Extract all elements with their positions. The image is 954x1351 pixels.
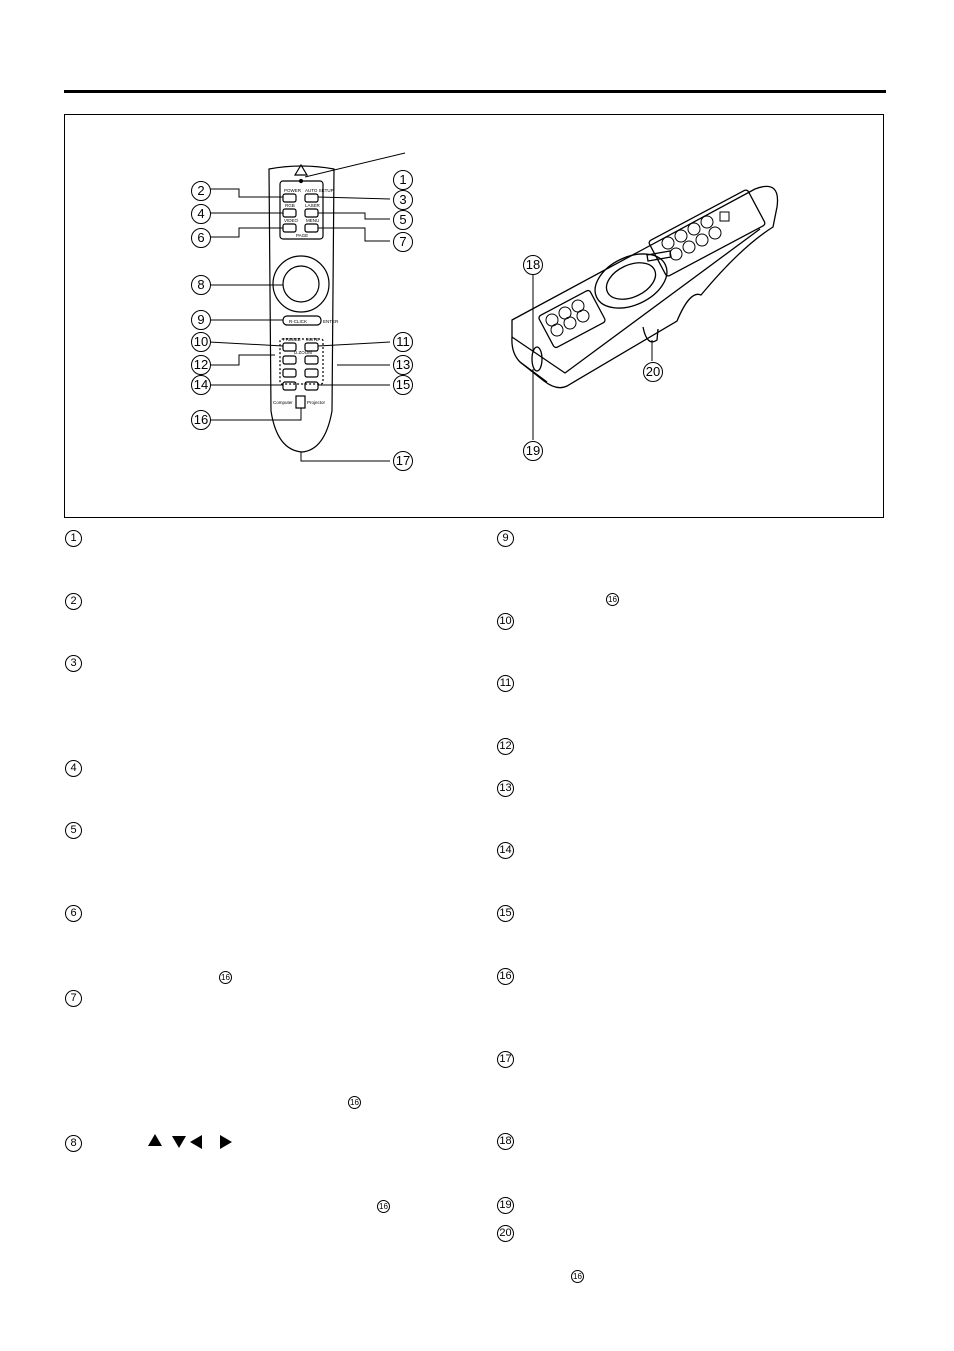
callout-9: 9 bbox=[191, 310, 211, 330]
remote-diagram bbox=[65, 115, 885, 519]
list-marker-9: 9 bbox=[497, 530, 514, 547]
list-marker-4: 4 bbox=[65, 760, 82, 777]
rgb-label: RGB bbox=[285, 203, 295, 208]
side-view-buttons bbox=[546, 212, 729, 336]
callout-8: 8 bbox=[191, 275, 211, 295]
inline-ref-16: 16 bbox=[571, 1270, 584, 1283]
power-label: POWER bbox=[284, 188, 302, 193]
list-marker-12: 12 bbox=[497, 738, 514, 755]
callout-4: 4 bbox=[191, 204, 211, 224]
callout-7: 7 bbox=[393, 232, 413, 252]
callout-5: 5 bbox=[393, 210, 413, 230]
callout-13: 13 bbox=[393, 355, 413, 375]
callout-1: 1 bbox=[393, 170, 413, 190]
callout-6: 6 bbox=[191, 228, 211, 248]
arrow-left-icon bbox=[190, 1135, 202, 1149]
list-marker-16: 16 bbox=[497, 968, 514, 985]
front-leader-lines bbox=[209, 153, 405, 461]
list-marker-15: 15 bbox=[497, 905, 514, 922]
callout-11: 11 bbox=[393, 332, 413, 352]
callout-14: 14 bbox=[191, 375, 211, 395]
menu-label: MENU bbox=[306, 218, 320, 223]
zoom-label: D.ZOOM bbox=[294, 350, 312, 355]
arrow-down-icon bbox=[172, 1136, 186, 1148]
inline-ref-16: 16 bbox=[348, 1096, 361, 1109]
callout-12: 12 bbox=[191, 355, 211, 375]
list-marker-6: 6 bbox=[65, 905, 82, 922]
callout-19: 19 bbox=[523, 441, 543, 461]
callout-10: 10 bbox=[191, 332, 211, 352]
list-marker-5: 5 bbox=[65, 822, 82, 839]
freeze-label: FREEZE bbox=[283, 337, 301, 342]
list-marker-14: 14 bbox=[497, 842, 514, 859]
list-marker-19: 19 bbox=[497, 1197, 514, 1214]
list-marker-18: 18 bbox=[497, 1133, 514, 1150]
computer-label: Computer bbox=[273, 400, 293, 405]
callout-2: 2 bbox=[191, 181, 211, 201]
callout-17: 17 bbox=[393, 451, 413, 471]
inline-ref-16: 16 bbox=[219, 971, 232, 984]
enter-label: ENTER bbox=[323, 319, 339, 324]
inline-ref-16: 16 bbox=[377, 1200, 390, 1213]
callout-3: 3 bbox=[393, 190, 413, 210]
arrow-up-icon bbox=[148, 1134, 162, 1146]
list-marker-3: 3 bbox=[65, 655, 82, 672]
callout-20: 20 bbox=[643, 362, 663, 382]
list-marker-1: 1 bbox=[65, 530, 82, 547]
list-marker-17: 17 bbox=[497, 1051, 514, 1068]
page-label: PAGE bbox=[296, 233, 309, 238]
video-label: VIDEO bbox=[284, 218, 299, 223]
arrow-right-icon bbox=[220, 1135, 232, 1149]
auto-setup-label: AUTO SETUP bbox=[305, 188, 334, 193]
list-marker-20: 20 bbox=[497, 1225, 514, 1242]
inline-ref-16: 16 bbox=[606, 593, 619, 606]
projector-label: Projector bbox=[307, 400, 326, 405]
header-rule bbox=[64, 90, 886, 93]
mute-label: MUTE bbox=[306, 337, 319, 342]
list-marker-2: 2 bbox=[65, 593, 82, 610]
list-marker-7: 7 bbox=[65, 990, 82, 1007]
laser-label: LASER bbox=[305, 203, 320, 208]
list-marker-11: 11 bbox=[497, 675, 514, 692]
callout-18: 18 bbox=[523, 255, 543, 275]
list-marker-8: 8 bbox=[65, 1135, 82, 1152]
remote-side-view bbox=[512, 186, 778, 387]
callout-16: 16 bbox=[191, 410, 211, 430]
r-click-label: R-CLICK bbox=[289, 319, 308, 324]
list-marker-10: 10 bbox=[497, 613, 514, 630]
callout-15: 15 bbox=[393, 375, 413, 395]
figure-frame bbox=[64, 114, 884, 518]
list-marker-13: 13 bbox=[497, 780, 514, 797]
